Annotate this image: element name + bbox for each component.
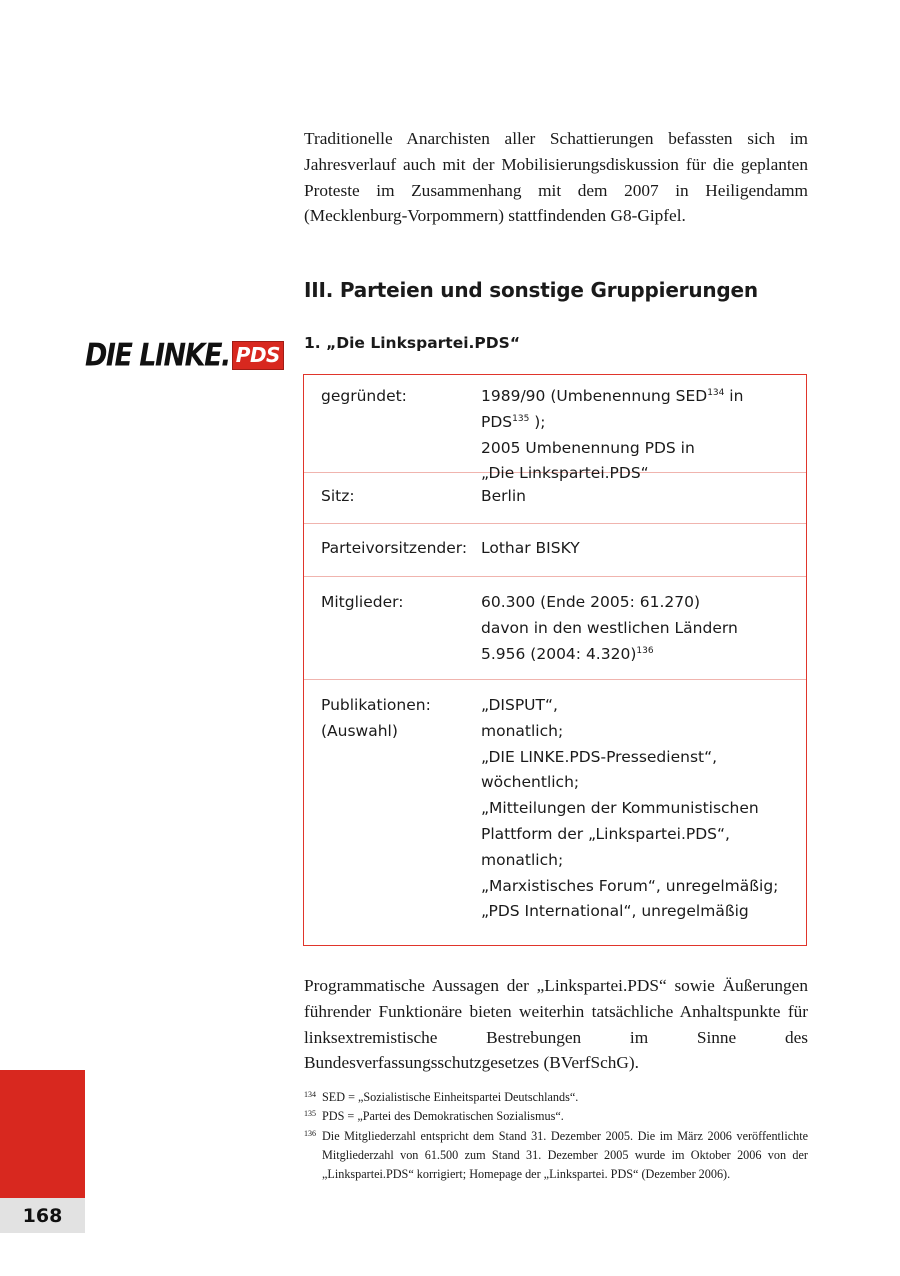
publication-line: monatlich; [481,721,564,740]
footnote-ref-136: 136 [636,645,654,656]
intro-paragraph: Traditionelle Anarchisten aller Schattierungen befassten sich im Jahresverlauf auch mit der Mobilisierungsdiskussion für die geplanten Proteste im Zusammenhang mit dem 2007 in Heiligendamm (Mecklenburg-Vorpommern) stattfindenden G8-Gipfel. [304,129,808,226]
publications-label-1: Publikationen: [321,696,431,714]
publication-line: „DIE LINKE.PDS-Pressedienst“, [481,747,718,766]
logo-wordmark: DIE LINKE. [85,337,230,373]
members-label: Mitglieder: [321,593,404,611]
seat-value: Berlin [481,487,526,505]
founded-line2: 2005 Umbenennung PDS in [481,438,695,457]
founded-line1-c: ); [529,412,546,431]
table-row-chair [304,524,806,577]
members-value [481,590,806,679]
footnote-text: SED = „Sozialistische Einheitspartei Deutschlands“. [322,1090,579,1104]
publication-line: monatlich; [481,850,564,869]
members-line1: 60.300 (Ende 2005: 61.270) [481,593,701,611]
page-number: 168 [0,1198,85,1233]
publication-line: „Marxistisches Forum“, unregelmäßig; [481,876,779,895]
publications-label [304,693,481,945]
table-row-founded [304,375,806,483]
footnote-135 [304,1107,808,1126]
publication-line: „Mitteilungen der Kommunistischen [481,799,759,818]
footnote-136 [304,1127,808,1185]
footnote-ref-135: 135 [512,413,530,424]
publications-value [481,693,806,945]
publications-label-2: (Auswahl) [321,721,398,740]
publication-line: „PDS International“, unregelmäßig [481,902,749,921]
founded-label: gegründet: [321,387,407,405]
founded-line1-a: 1989/90 (Umbenennung SED [481,387,708,405]
founded-line1-b: in PDS [481,387,744,431]
closing-paragraph: Programmatische Aussagen der „Linkspartei.PDS“ sowie Äußerungen führender Funktionäre bieten weiterhin tatsächliche Anhaltspunkte für linksextremistische Bestrebungen im Sinne des Bundesverfassungsschutzgesetzes (BVerfSchG). [304,976,808,1073]
chair-label: Parteivorsitzender: [321,539,468,557]
founded-value [481,384,806,483]
footnote-number: 134 [304,1090,316,1099]
table-row-publications [304,680,806,945]
seat-label: Sitz: [321,487,355,505]
sub-heading: 1. „Die Linkspartei.PDS“ [304,334,521,352]
page-marker-red-block [0,1070,85,1198]
footnote-134 [304,1088,808,1107]
publication-line: „DISPUT“, [481,696,558,714]
members-line3: 5.956 (2004: 4.320) [481,644,637,663]
footnote-number: 135 [304,1109,316,1119]
footnote-ref-134: 134 [707,388,725,398]
publication-line: Plattform der „Linkspartei.PDS“, [481,824,730,843]
footnote-number: 136 [304,1128,316,1138]
footnote-text: Die Mitgliederzahl entspricht dem Stand 31. Dezember 2005. Die im März 2006 veröffentlichte Mitgliederzahl von 61.500 zum Stand 31. Dezember 2005 wurde im Oktober 2006 von der „Linkspartei.PDS“ korrigiert; Homepage der „Linkspartei. PDS“ (Dezember 2006). [322,1128,808,1182]
table-row-members [304,577,806,680]
chair-value: Lothar BISKY [481,539,580,557]
members-line2: davon in den westlichen Ländern [481,618,738,637]
section-heading: III. Parteien und sonstige Gruppierungen [304,278,758,302]
footnotes [304,1088,808,1184]
party-logo [85,339,284,371]
party-info-table [303,374,807,946]
logo-badge: PDS [232,341,284,370]
footnote-text: PDS = „Partei des Demokratischen Sozialismus“. [322,1109,564,1124]
founded-line3: „Die Linkspartei.PDS“ [481,464,649,483]
publication-line: wöchentlich; [481,773,580,792]
